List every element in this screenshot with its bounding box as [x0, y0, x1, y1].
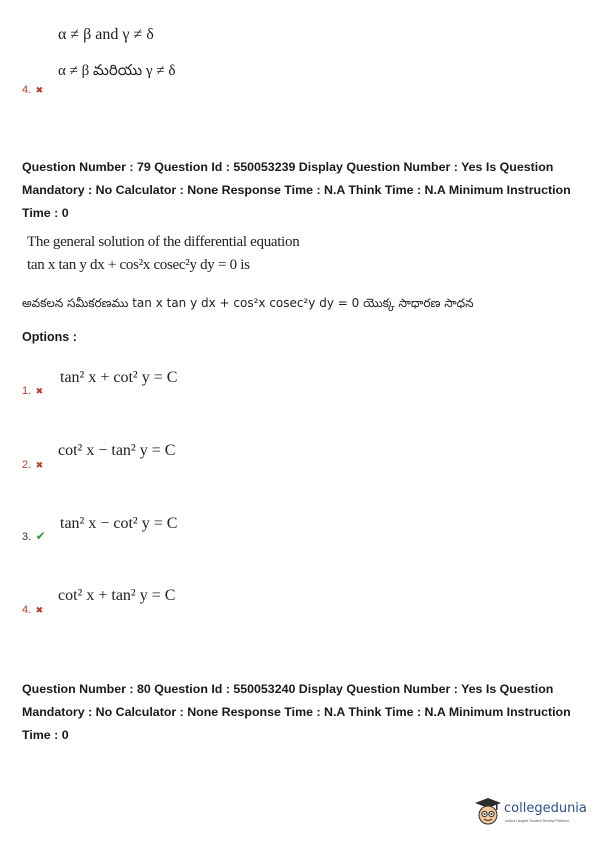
- option-4-number: 4.: [22, 604, 32, 616]
- prev-option-number-row: [22, 80, 43, 98]
- option-1-text: tan² x + cot² y = C: [60, 369, 178, 386]
- cross-icon: ✖: [35, 460, 44, 470]
- cross-icon: ✖: [35, 386, 44, 396]
- prev-option-line-english: α ≠ β and γ ≠ δ: [58, 26, 154, 43]
- question-79-header-line1: Question Number : 79 Question Id : 550053239 Display Question Number : Yes Is Question: [22, 160, 554, 174]
- option-2-number: 2.: [22, 459, 32, 471]
- option-3-number-row: [22, 527, 46, 545]
- option-1-number: 1.: [22, 385, 32, 397]
- prev-option-number: 4.: [22, 84, 32, 96]
- question-79-header-line2: Mandatory : No Calculator : None Response Time : N.A Think Time : N.A Minimum Instruction: [22, 183, 571, 197]
- question-80-header-line3: Time : 0: [22, 728, 69, 742]
- collegedunia-logo: [474, 797, 590, 831]
- check-icon: ✔: [35, 529, 46, 543]
- option-3-number: 3.: [22, 531, 32, 543]
- question-80-header: [22, 678, 582, 747]
- option-2-number-row: [22, 455, 43, 473]
- cross-icon: ✖: [35, 605, 44, 615]
- prev-option-line-telugu: α ≠ β మరియు γ ≠ δ: [58, 63, 176, 79]
- logo-name: collegedunia: [504, 801, 587, 816]
- question-79-statement-telugu: అవకలన సమీకరణము tan x tan y dx + cos²x cosec²y dy = 0 యొక్క సాధారణ సాధన: [22, 296, 474, 310]
- question-80-header-line1: Question Number : 80 Question Id : 550053240 Display Question Number : Yes Is Question: [22, 682, 554, 696]
- question-79-statement-line2: tan x tan y dx + cos²x cosec²y dy = 0 is: [27, 257, 250, 273]
- logo-tagline: India's Largest Student Review Platform: [505, 819, 569, 823]
- option-4-number-row: [22, 600, 43, 618]
- question-80-header-line2: Mandatory : No Calculator : None Response Time : N.A Think Time : N.A Minimum Instruction: [22, 705, 571, 719]
- question-79-statement-line1: The general solution of the differential equation: [27, 234, 300, 250]
- options-label: Options :: [22, 330, 77, 344]
- graduate-mascot-icon: [474, 797, 502, 827]
- option-2-text: cot² x − tan² y = C: [58, 442, 176, 459]
- option-3-text: tan² x − cot² y = C: [60, 515, 178, 532]
- option-1-number-row: [22, 381, 43, 399]
- question-79-header-line3: Time : 0: [22, 206, 69, 220]
- question-79-header: [22, 156, 582, 225]
- cross-icon: ✖: [35, 85, 44, 95]
- option-4-text: cot² x + tan² y = C: [58, 587, 176, 604]
